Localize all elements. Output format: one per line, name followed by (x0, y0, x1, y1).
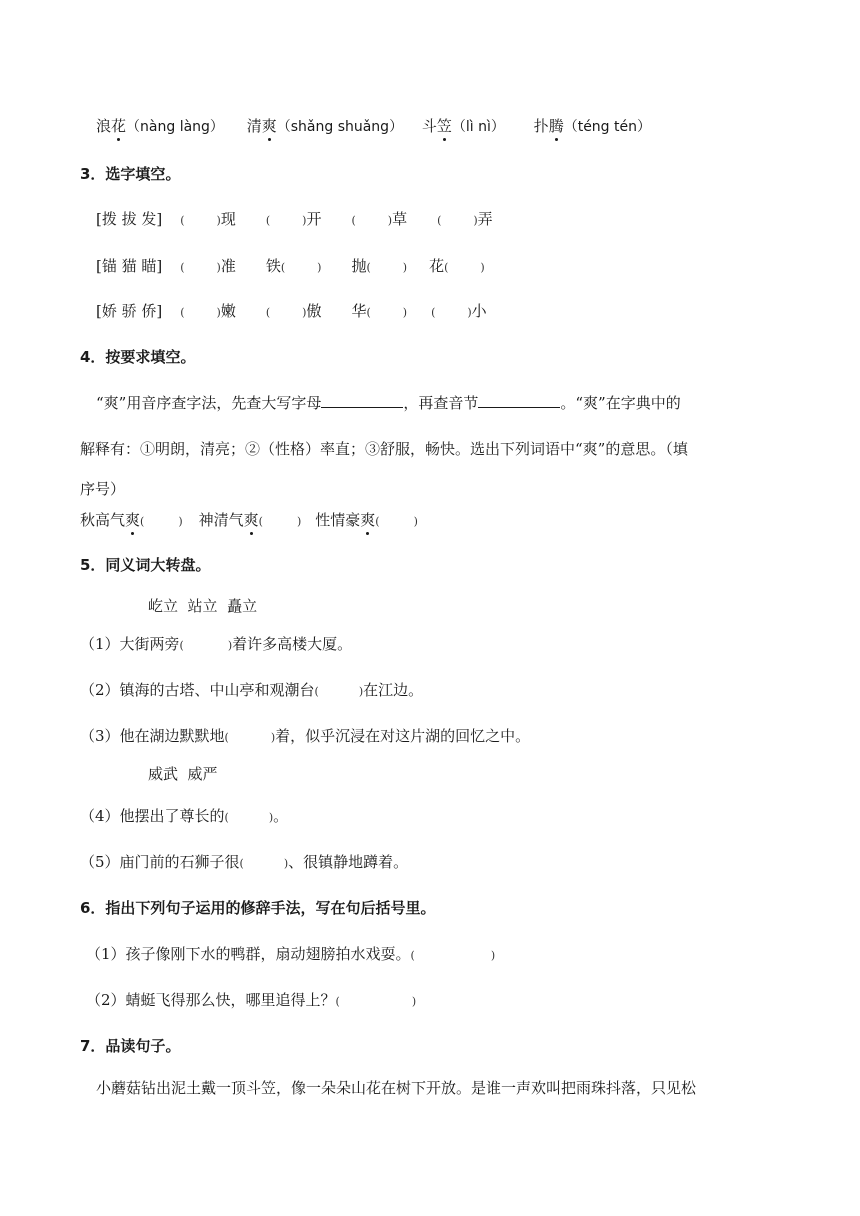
q5-title: 5．同义词大转盘。 (80, 556, 211, 574)
q4-line-3: 序号） (80, 480, 126, 498)
word-1: 浪花（nàng làng） (96, 117, 224, 135)
q5-sentence-3: （3）他在湖边默默地( )着，似乎沉浸在对这片湖的回忆之中。 (80, 727, 531, 745)
q5-sentence-4: （4）他摆出了尊长的( )。 (80, 807, 289, 825)
q3-row-3: [娇 骄 侨] ( )嫩 ( )傲 华( ) ( )小 (96, 302, 487, 320)
q6-title: 6．指出下列句子运用的修辞手法，写在句后括号里。 (80, 899, 436, 917)
blank-syllable[interactable] (478, 393, 560, 408)
q4-line-2: 解释有：①明朗，清亮；②（性格）率直；③舒服，畅快。选出下列词语中“爽”的意思。（填 (80, 440, 688, 458)
q6-sentence-1: （1）孩子像刚下水的鸭群，扇动翅膀拍水戏耍。( ) (86, 945, 496, 963)
blank-letter[interactable] (321, 393, 403, 408)
word-3: 斗笠（lì nì） (421, 117, 505, 135)
word-2: 清爽（shǎng shuǎng） (246, 117, 404, 135)
q6-sentence-2: （2）蜻蜓飞得那么快，哪里追得上？( ) (86, 991, 417, 1009)
q7-title: 7．品读句子。 (80, 1037, 181, 1055)
q3-row-1: [拨 拔 发] ( )现 ( )开 ( )草 ( )弄 (96, 210, 493, 228)
q5-sentence-2: （2）镇海的古塔、中山亭和观潮台( )在江边。 (80, 681, 424, 699)
q4-line-1: “爽”用音序查字法，先查大写字母 ，再查音节 。“爽”在字典中的 (96, 394, 681, 412)
q3-row-2: [锚 猫 瞄] ( )准 铁( ) 抛( ) 花( ) (96, 257, 485, 275)
q5-sentence-5: （5）庙门前的石狮子很( )、很镇静地蹲着。 (80, 853, 409, 871)
word-4: 扑腾（téng tén） (533, 117, 651, 135)
pinyin-choice-line (96, 116, 651, 137)
q5-group-2: 威武 威严 (148, 765, 218, 783)
q3-title: 3．选字填空。 (80, 165, 181, 183)
q4-title: 4．按要求填空。 (80, 348, 196, 366)
q4-words: 秋高气爽( ) 神清气爽( ) 性情豪爽( ) (80, 511, 418, 529)
q5-sentence-1: （1）大街两旁( )着许多高楼大厦。 (80, 635, 353, 653)
q7-passage: 小蘑菇钻出泥土戴一顶斗笠，像一朵朵山花在树下开放。是谁一声欢叫把雨珠抖落，只见松 (96, 1079, 697, 1097)
q5-group-1: 屹立 站立 矗立 (148, 597, 258, 615)
